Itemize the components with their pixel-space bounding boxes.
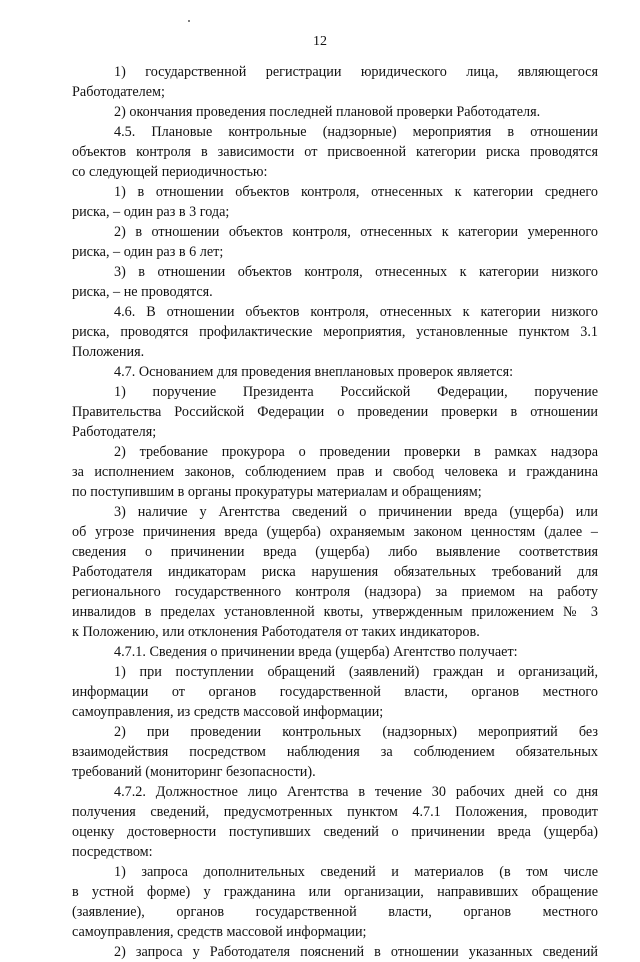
- text-line: (заявление), органов государственной власти, органов местного: [72, 904, 598, 920]
- page-number: 12: [313, 34, 327, 49]
- text-line: 2) при проведении контрольных (надзорных) мероприятий без: [114, 724, 598, 740]
- text-line: риска, – не проводятся.: [72, 284, 213, 300]
- text-line: Работодателя;: [72, 424, 157, 440]
- text-line: самоуправления, из средств массовой информации;: [72, 704, 384, 720]
- text-line: 1) в отношении объектов контроля, отнесенных к категории среднего: [114, 184, 598, 200]
- text-line: в устной форме) у гражданина или организации, направивших обращение: [72, 884, 598, 900]
- text-line: со следующей периодичностью:: [72, 164, 268, 180]
- text-line: 1) запроса дополнительных сведений и материалов (в том числе: [114, 864, 598, 880]
- text-line: информации от органов государственной власти, органов местного: [72, 684, 598, 700]
- text-line: Положения.: [72, 344, 145, 360]
- text-line: 2) окончания проведения последней плановой проверки Работодателя.: [114, 104, 541, 120]
- text-line: Работодателя индикаторам риска нарушения обязательных требований для: [72, 564, 598, 580]
- text-line: инвалидов в пределах установленной квоты, утвержденным приложением № 3: [72, 604, 598, 620]
- text-line: риска, – один раз в 3 года;: [72, 204, 230, 220]
- text-line: объектов контроля в зависимости от присвоенной категории риска проводятся: [72, 144, 598, 160]
- text-line: 4.5. Плановые контрольные (надзорные) мероприятия в отношении: [114, 124, 598, 140]
- text-line: по поступившим в органы прокуратуры материалам и обращениям;: [72, 484, 482, 500]
- text-line: Работодателем;: [72, 84, 165, 100]
- text-line: регионального государственного контроля (надзора) за приемом на работу: [72, 584, 598, 600]
- text-line: 1) при поступлении обращений (заявлений) граждан и организаций,: [114, 664, 598, 680]
- text-line: 2) в отношении объектов контроля, отнесенных к категории умеренного: [114, 224, 598, 240]
- text-line: 4.6. В отношении объектов контроля, отнесенных к категории низкого: [114, 304, 598, 320]
- document-body: [72, 62, 598, 962]
- text-line: требований (мониторинг безопасности).: [72, 764, 316, 780]
- scan-speck: [188, 20, 190, 22]
- text-line: 1) поручение Президента Российской Федерации, поручение: [114, 384, 598, 400]
- text-line: посредством:: [72, 844, 153, 860]
- text-line: риска, проводятся профилактические мероприятия, установленные пунктом 3.1: [72, 324, 598, 340]
- text-line: к Положению, или отклонения Работодателя от таких индикаторов.: [72, 624, 480, 640]
- text-line: за исполнением законов, соблюдением прав и свобод человека и гражданина: [72, 464, 598, 480]
- text-line: 3) наличие у Агентства сведений о причинении вреда (ущерба) или: [114, 504, 598, 520]
- text-line: риска, – один раз в 6 лет;: [72, 244, 224, 260]
- text-line: 4.7.2. Должностное лицо Агентства в течение 30 рабочих дней со дня: [114, 784, 598, 800]
- text-line: оценку достоверности поступивших сведений о причинении вреда (ущерба): [72, 824, 598, 840]
- text-line: 2) запроса у Работодателя пояснений в отношении указанных сведений: [114, 944, 598, 960]
- text-line: 2) требование прокурора о проведении проверки в рамках надзора: [114, 444, 598, 460]
- text-line: сведения о причинении вреда (ущерба) либо выявление соответствия: [72, 544, 598, 560]
- text-line: 4.7.1. Сведения о причинении вреда (ущерба) Агентство получает:: [114, 644, 518, 660]
- text-line: об угрозе причинения вреда (ущерба) охраняемым законом ценностям (далее –: [72, 524, 598, 540]
- text-line: Правительства Российской Федерации о проведении проверки в отношении: [72, 404, 598, 420]
- text-line: самоуправления, средств массовой информации;: [72, 924, 367, 940]
- text-line: получения сведений, предусмотренных пунктом 4.7.1 Положения, проводит: [72, 804, 598, 820]
- text-line: взаимодействия посредством наблюдения за соблюдением обязательных: [72, 744, 598, 760]
- text-line: 1) государственной регистрации юридического лица, являющегося: [114, 64, 598, 80]
- text-line: 3) в отношении объектов контроля, отнесенных к категории низкого: [114, 264, 598, 280]
- text-line: 4.7. Основанием для проведения внеплановых проверок является:: [114, 364, 514, 380]
